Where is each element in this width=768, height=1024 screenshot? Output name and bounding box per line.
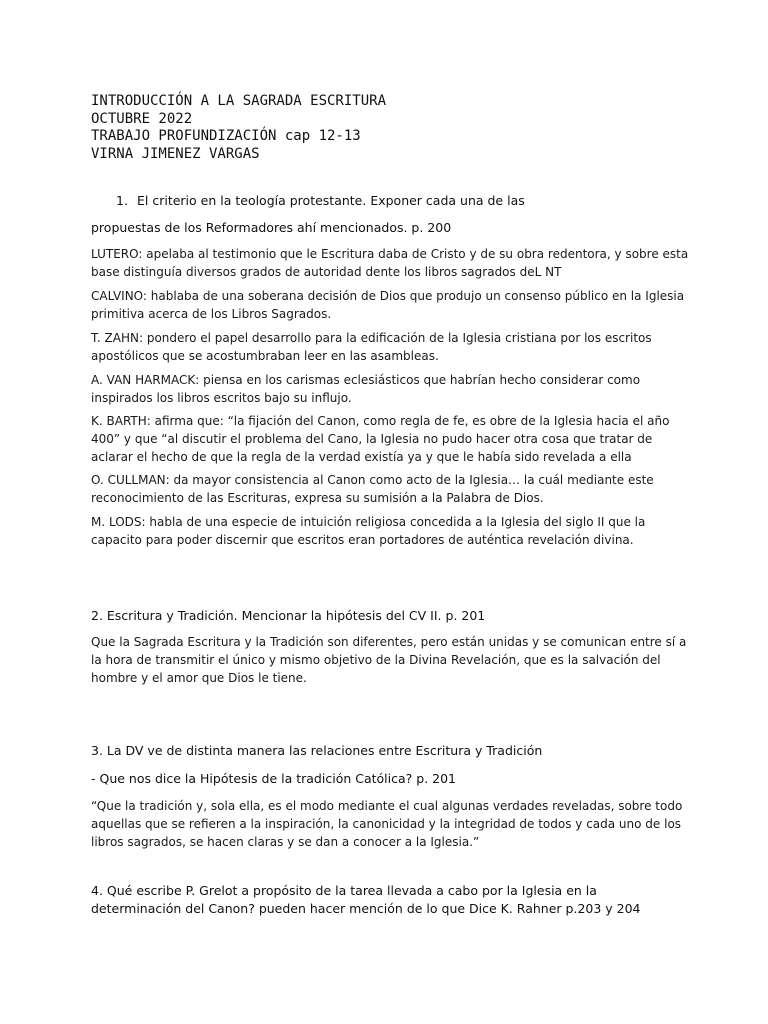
header-course-title: INTRODUCCIÓN A LA SAGRADA ESCRITURA bbox=[91, 93, 387, 109]
question-3-title: 3. La DV ve de distinta manera las relaciones entre Escritura y Tradición bbox=[91, 743, 543, 758]
reformer-text: apelaba al testimonio que le Escritura daba de Cristo y de su obra redentora, y sobre esta base distinguía diversos grados de autoridad dente los libros sagrados deL NT bbox=[91, 247, 689, 279]
reformer-name: T. ZAHN: bbox=[91, 331, 144, 345]
reformer-name: K. BARTH: bbox=[91, 414, 151, 428]
answer-lutero bbox=[91, 245, 691, 281]
answer-cullman bbox=[91, 471, 691, 507]
reformer-text: habla de una especie de intuición religiosa concedida a la Iglesia del siglo II que la capacito para poder discernir que escritos eran portadores de auténtica revelación divina. bbox=[91, 515, 646, 547]
header-date: OCTUBRE 2022 bbox=[91, 110, 193, 127]
answer-zahn bbox=[91, 329, 691, 365]
header-assignment: TRABAJO PROFUNDIZACIÓN cap 12-13 bbox=[91, 128, 361, 144]
question-1-line-1: El criterio en la teología protestante. Exponer cada una de las bbox=[137, 193, 525, 208]
reformer-text: piensa en los carismas eclesiásticos que habrían hecho considerar como inspirados los libros escritos bajo su influjo. bbox=[91, 373, 641, 405]
answer-van-harmack bbox=[91, 371, 691, 407]
header-author: VIRNA JIMENEZ VARGAS bbox=[91, 145, 260, 162]
question-1-number: 1. bbox=[116, 193, 128, 208]
document-header bbox=[91, 93, 386, 163]
question-2-title: 2. Escritura y Tradición. Mencionar la hipótesis del CV II. p. 201 bbox=[91, 608, 486, 623]
reformer-name: CALVINO: bbox=[91, 289, 147, 303]
question-3-subquestion: - Que nos dice la Hipótesis de la tradición Católica? p. 201 bbox=[91, 771, 456, 786]
question-4-title: 4. Qué escribe P. Grelot a propósito de la tarea llevada a cabo por la Iglesia en la determinación del Canon? pueden hacer mención de lo que Dice K. Rahner p.203 y 204 bbox=[91, 883, 641, 916]
reformer-text: afirma que: “la fijación del Canon, como regla de fe, es obre de la Iglesia hacia el año 400” y que “al discutir el problema del Cano, la Iglesia no pudo hacer otra cosa que tratar de aclarar el hecho de que la regla de la verdad existía ya y que le había sido revelada a ella bbox=[91, 414, 670, 464]
answer-lods bbox=[91, 513, 691, 549]
answer-calvino bbox=[91, 287, 691, 323]
answer-barth bbox=[91, 412, 691, 466]
reformer-text: da mayor consistencia al Canon como acto de la Iglesia… la cuál mediante este reconocimiento de las Escrituras, expresa su sumisión a la Palabra de Dios. bbox=[91, 473, 654, 505]
reformer-text: hablaba de una soberana decisión de Dios que produjo un consenso público en la Iglesia primitiva acerca de los Libros Sagrados. bbox=[91, 289, 685, 321]
reformer-name: M. LODS: bbox=[91, 515, 146, 529]
reformer-name: LUTERO: bbox=[91, 247, 143, 261]
question-1-line-2: propuestas de los Reformadores ahí mencionados. p. 200 bbox=[91, 220, 452, 235]
reformer-name: A. VAN HARMACK: bbox=[91, 373, 200, 387]
reformer-name: O. CULLMAN: bbox=[91, 473, 170, 487]
question-3-answer: “Que la tradición y, sola ella, es el modo mediante el cual algunas verdades reveladas, sobre todo aquellas que se refieren a la inspiración, la canonicidad y la integridad de todos y cada uno de los libros sagrados, se hacen claras y se dan a conocer a la Iglesia.” bbox=[91, 799, 683, 849]
reformer-text: pondero el papel desarrollo para la edificación de la Iglesia cristiana por los escritos apostólicos que se acostumbraban leer en las asambleas. bbox=[91, 331, 652, 363]
question-2-answer: Que la Sagrada Escritura y la Tradición son diferentes, pero están unidas y se comunican entre sí a la hora de transmitir el único y mismo objetivo de la Divina Revelación, que es la salvación del hombre y el amor que Dios le tiene. bbox=[91, 635, 687, 685]
